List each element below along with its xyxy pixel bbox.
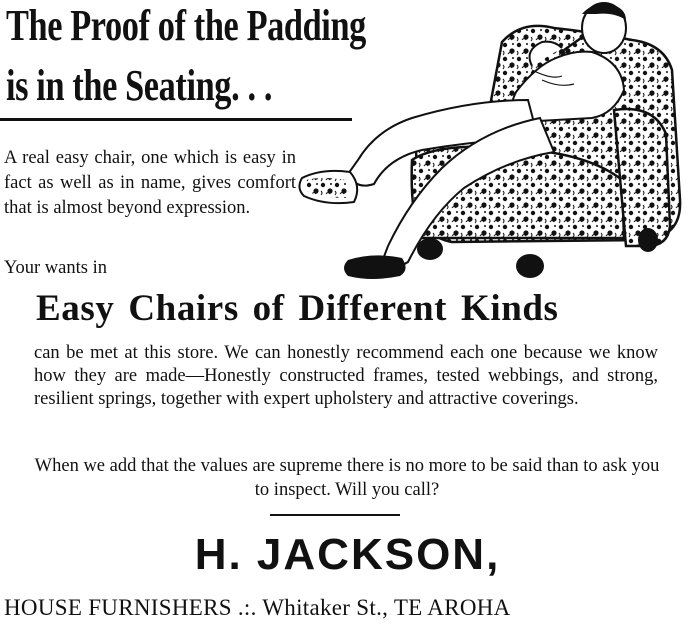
wants-line: Your wants in: [4, 258, 107, 278]
headline-line-2: is in the Seating. . .: [6, 61, 273, 110]
subheadline: Easy Chairs of Different Kinds: [36, 288, 559, 329]
merchant-address: HOUSE FURNISHERS .:. Whitaker St., TE AROHA: [4, 595, 511, 620]
signature-divider: [270, 514, 400, 516]
easy-chair-illustration: [292, 0, 695, 285]
intro-paragraph: A real easy chair, one which is easy in fact as well as in name, gives comfort that is almost beyond expression.: [4, 148, 296, 218]
body-paragraph: can be met at this store. We can honestly recommend each one because we know how they are made—Honestly constructed frames, tested webbings, and strong, resilient springs, together with expert upholstery and attractive coverings.: [34, 343, 658, 409]
headline-line-1: The Proof of the Padding: [6, 1, 366, 50]
merchant-name: H. JACKSON,: [194, 530, 501, 579]
closing-paragraph: When we add that the values are supreme there is no more to be said than to ask you to inspect. Will you call?: [34, 456, 660, 500]
